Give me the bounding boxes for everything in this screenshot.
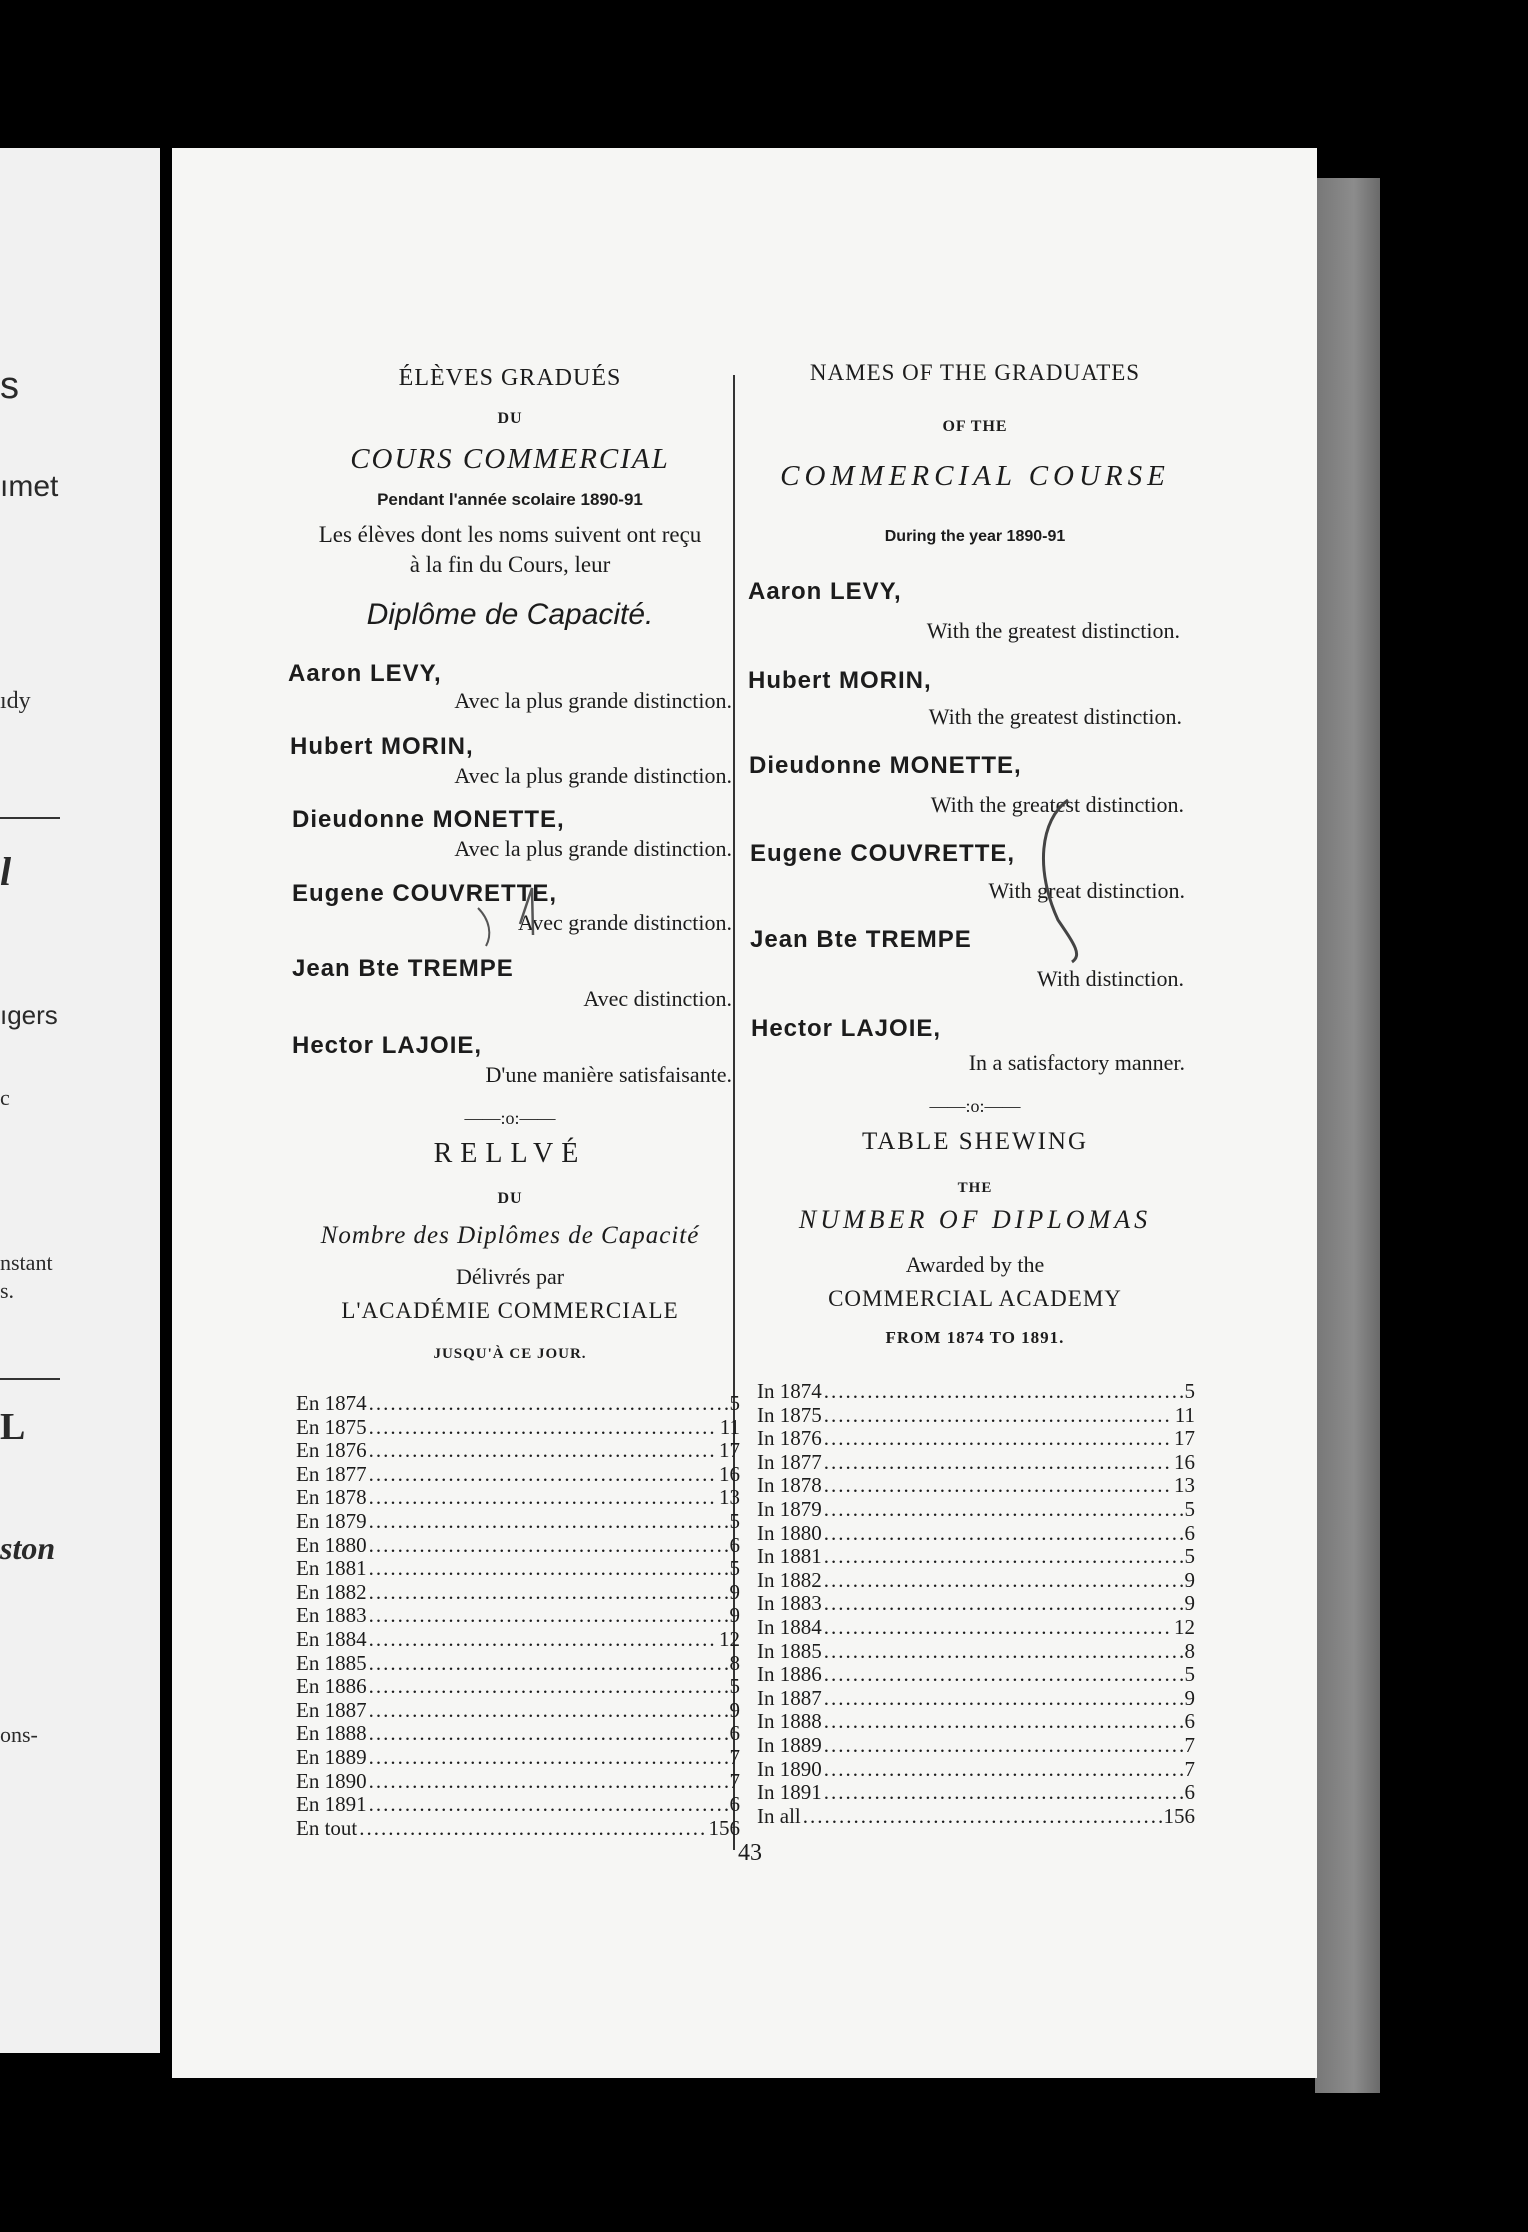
- row-leader-dots: [824, 1545, 1183, 1567]
- right-graduate-name: Hector LAJOIE,: [751, 1015, 942, 1042]
- prev-divider: [0, 1378, 60, 1380]
- table-row: [296, 1817, 740, 1839]
- prev-fragment: ıgers: [0, 1000, 58, 1030]
- row-leader-dots: [369, 1439, 717, 1461]
- left-heading-du: DU: [497, 410, 523, 427]
- table-row: [757, 1451, 1195, 1473]
- prev-fragment: s.: [0, 1278, 15, 1303]
- row-count-value: 9: [1184, 1591, 1195, 1616]
- row-year-label: In 1881: [757, 1544, 822, 1569]
- right-graduate-distinction: In a satisfactory manner.: [968, 1050, 1185, 1075]
- left-delivered-by: Délivrés par: [455, 1264, 565, 1289]
- right-awarded-by: Awarded by the: [905, 1252, 1045, 1277]
- left-graduate-name: Hubert MORIN,: [290, 733, 474, 760]
- left-graduate-name: Jean Bte TREMPE: [292, 955, 514, 982]
- row-year-label: In 1874: [757, 1379, 822, 1403]
- left-graduate-distinction: Avec la plus grande distinction.: [454, 836, 732, 861]
- right-heading: NAMES OF THE GRADUATES: [809, 360, 1141, 385]
- row-count-value: 13: [1174, 1473, 1195, 1498]
- row-year-label: En 1884: [296, 1627, 367, 1651]
- row-leader-dots: [824, 1380, 1183, 1402]
- table-row: [757, 1380, 1195, 1402]
- row-year-label: In 1877: [757, 1449, 822, 1474]
- table-row: [296, 1392, 740, 1414]
- table-row: [757, 1781, 1195, 1803]
- table-row: [757, 1805, 1195, 1827]
- row-leader-dots: [369, 1722, 728, 1744]
- right-academy-name: COMMERCIAL ACADEMY: [828, 1286, 1122, 1311]
- table-row: [296, 1770, 740, 1792]
- row-year-label: En 1879: [296, 1509, 367, 1533]
- left-heading: ÉLÈVES GRADUÉS: [398, 365, 622, 391]
- table-row: [757, 1569, 1195, 1591]
- prev-fragment: ons-: [0, 1722, 38, 1747]
- row-leader-dots: [824, 1781, 1183, 1803]
- table-row: [757, 1758, 1195, 1780]
- row-leader-dots: [369, 1628, 717, 1650]
- row-year-label: En 1885: [296, 1650, 367, 1675]
- right-graduate-name: Eugene COUVRETTE,: [750, 840, 1016, 867]
- row-count-value: 6: [1184, 1709, 1195, 1734]
- row-year-label: In all: [757, 1803, 801, 1828]
- row-count-value: 6: [729, 1792, 740, 1817]
- row-year-label: En 1874: [296, 1391, 367, 1415]
- table-row: [757, 1710, 1195, 1732]
- prev-fragment: ıdy: [0, 688, 31, 714]
- row-count-value: 9: [729, 1579, 740, 1604]
- row-count-value: 7: [729, 1745, 740, 1769]
- row-year-label: En 1877: [296, 1461, 367, 1486]
- prev-fragment: ımet: [0, 470, 59, 503]
- left-table-subtitle: Nombre des Diplômes de Capacité: [320, 1222, 700, 1249]
- prev-fragment: c: [0, 1085, 10, 1110]
- row-year-label: In 1890: [757, 1756, 822, 1781]
- row-count-value: 7: [729, 1768, 740, 1793]
- left-graduate-distinction: D'une manière satisfaisante.: [485, 1062, 732, 1087]
- table-row: [757, 1522, 1195, 1544]
- row-leader-dots: [824, 1404, 1173, 1426]
- row-count-value: 12: [1174, 1615, 1195, 1639]
- table-row: [757, 1474, 1195, 1496]
- row-leader-dots: [824, 1687, 1183, 1709]
- row-count-value: 6: [1184, 1520, 1195, 1545]
- row-leader-dots: [824, 1758, 1183, 1780]
- row-count-value: 5: [1184, 1662, 1195, 1687]
- row-year-label: En 1878: [296, 1485, 367, 1510]
- table-row: [757, 1687, 1195, 1709]
- row-count-value: 7: [1184, 1733, 1195, 1757]
- table-row: [296, 1463, 740, 1485]
- right-heading-of-the: OF THE: [942, 418, 1008, 435]
- left-separator: ——:o:——: [464, 1108, 556, 1128]
- row-year-label: In 1882: [757, 1567, 822, 1592]
- row-year-label: En 1875: [296, 1414, 367, 1439]
- left-until-today: JUSQU'À CE JOUR.: [433, 1346, 587, 1362]
- row-leader-dots: [824, 1592, 1183, 1614]
- prev-fragment: ston: [0, 1530, 56, 1566]
- row-count-value: 7: [1184, 1756, 1195, 1781]
- row-count-value: 5: [1184, 1497, 1195, 1521]
- right-table-subtitle: NUMBER OF DIPLOMAS: [798, 1205, 1152, 1234]
- table-row: [296, 1652, 740, 1674]
- table-row: [296, 1534, 740, 1556]
- row-year-label: In 1886: [757, 1662, 822, 1687]
- row-year-label: In 1887: [757, 1685, 822, 1710]
- row-count-value: 11: [719, 1414, 740, 1439]
- right-graduate-distinction: With the greatest distinction.: [930, 792, 1184, 817]
- right-table-the: THE: [957, 1180, 993, 1196]
- row-leader-dots: [824, 1663, 1183, 1685]
- row-year-label: In 1883: [757, 1591, 822, 1616]
- right-graduate-distinction: With distinction.: [1037, 966, 1184, 991]
- row-leader-dots: [824, 1474, 1172, 1496]
- table-row: [757, 1663, 1195, 1685]
- table-row: [296, 1510, 740, 1532]
- right-graduate-distinction: With great distinction.: [988, 878, 1185, 903]
- row-year-label: In 1884: [757, 1615, 822, 1639]
- row-year-label: In 1876: [757, 1426, 822, 1451]
- row-count-value: 9: [729, 1697, 740, 1722]
- row-leader-dots: [369, 1392, 728, 1414]
- table-row: [296, 1699, 740, 1721]
- row-leader-dots: [369, 1770, 728, 1792]
- prev-fragment: l: [0, 849, 12, 894]
- right-separator: ——:o:——: [929, 1096, 1021, 1116]
- row-leader-dots: [824, 1710, 1183, 1732]
- row-leader-dots: [824, 1522, 1183, 1544]
- row-leader-dots: [369, 1793, 728, 1815]
- row-leader-dots: [369, 1416, 718, 1438]
- left-graduate-name: Aaron LEVY,: [288, 660, 442, 687]
- right-graduate-distinction: With the greatest distinction.: [928, 704, 1182, 729]
- row-count-value: 8: [1184, 1638, 1195, 1663]
- table-row: [296, 1439, 740, 1461]
- row-year-label: En 1876: [296, 1438, 367, 1463]
- table-row: [296, 1675, 740, 1697]
- row-count-value: 156: [1163, 1803, 1195, 1828]
- left-graduate-name: Dieudonne MONETTE,: [292, 806, 565, 833]
- row-count-value: 5: [729, 1509, 740, 1533]
- right-graduate-name: Jean Bte TREMPE: [750, 926, 972, 953]
- row-count-value: 6: [729, 1532, 740, 1557]
- row-year-label: In 1885: [757, 1638, 822, 1663]
- row-leader-dots: [369, 1746, 728, 1768]
- row-leader-dots: [369, 1652, 728, 1674]
- row-count-value: 16: [719, 1461, 740, 1486]
- left-table-du: DU: [497, 1190, 523, 1207]
- row-year-label: In 1880: [757, 1520, 822, 1545]
- table-row: [757, 1592, 1195, 1614]
- table-row: [757, 1404, 1195, 1426]
- prev-fragment: L: [0, 1406, 26, 1448]
- left-graduate-distinction: Avec la plus grande distinction.: [454, 763, 732, 788]
- row-leader-dots: [824, 1498, 1183, 1520]
- row-count-value: 17: [719, 1438, 740, 1463]
- row-leader-dots: [824, 1451, 1172, 1473]
- left-graduate-distinction: Avec distinction.: [583, 986, 732, 1011]
- row-leader-dots: [824, 1734, 1183, 1756]
- row-year-label: En 1886: [296, 1674, 367, 1699]
- row-count-value: 6: [729, 1721, 740, 1746]
- row-leader-dots: [824, 1569, 1183, 1591]
- row-year-label: En 1891: [296, 1792, 367, 1817]
- row-leader-dots: [824, 1427, 1172, 1449]
- row-leader-dots: [369, 1557, 728, 1579]
- row-leader-dots: [824, 1640, 1183, 1662]
- table-row: [757, 1427, 1195, 1449]
- row-leader-dots: [369, 1581, 728, 1603]
- right-graduate-name: Aaron LEVY,: [748, 578, 902, 605]
- row-year-label: En 1887: [296, 1697, 367, 1722]
- left-graduate-distinction: Avec grande distinction.: [517, 910, 732, 935]
- left-diploma-title: Diplôme de Capacité.: [366, 598, 654, 631]
- left-graduate-name: Eugene COUVRETTE,: [292, 880, 558, 907]
- table-row: [296, 1628, 740, 1650]
- previous-page-strip: [0, 148, 160, 2053]
- table-row: [296, 1746, 740, 1768]
- right-graduate-distinction: With the greatest distinction.: [926, 618, 1180, 643]
- table-row: [296, 1604, 740, 1626]
- left-course-title: COURS COMMERCIAL: [350, 443, 670, 475]
- row-count-value: 6: [1184, 1780, 1195, 1805]
- row-count-value: 5: [729, 1391, 740, 1415]
- left-graduate-name: Hector LAJOIE,: [292, 1032, 483, 1059]
- row-leader-dots: [369, 1604, 728, 1626]
- left-academy-name: L'ACADÉMIE COMMERCIALE: [341, 1298, 679, 1323]
- row-count-value: 9: [729, 1603, 740, 1628]
- page-number: 43: [738, 1840, 762, 1866]
- right-year-line: During the year 1890-91: [884, 528, 1066, 545]
- row-leader-dots: [359, 1817, 706, 1839]
- right-year-range: FROM 1874 TO 1891.: [885, 1328, 1065, 1347]
- left-year-line: Pendant l'année scolaire 1890-91: [377, 490, 643, 509]
- row-year-label: In 1891: [757, 1780, 822, 1805]
- table-row: [757, 1640, 1195, 1662]
- row-count-value: 156: [708, 1815, 740, 1840]
- right-course-title: COMMERCIAL COURSE: [780, 460, 1170, 492]
- table-row: [296, 1793, 740, 1815]
- table-row: [296, 1581, 740, 1603]
- table-row: [757, 1498, 1195, 1520]
- row-year-label: En 1882: [296, 1579, 367, 1604]
- row-leader-dots: [369, 1534, 728, 1556]
- left-intro-line-1: Les élèves dont les noms suivent ont reçu: [318, 522, 702, 547]
- table-row: [757, 1734, 1195, 1756]
- row-year-label: En 1888: [296, 1721, 367, 1746]
- row-count-value: 5: [729, 1674, 740, 1699]
- row-leader-dots: [803, 1805, 1162, 1827]
- row-count-value: 5: [1184, 1379, 1195, 1403]
- row-count-value: 8: [729, 1650, 740, 1675]
- row-year-label: In 1875: [757, 1402, 822, 1427]
- row-count-value: 9: [1184, 1567, 1195, 1592]
- row-leader-dots: [369, 1675, 728, 1697]
- row-year-label: En 1880: [296, 1532, 367, 1557]
- row-leader-dots: [369, 1486, 717, 1508]
- row-leader-dots: [369, 1463, 717, 1485]
- row-year-label: En 1890: [296, 1768, 367, 1793]
- left-graduate-distinction: Avec la plus grande distinction.: [454, 688, 732, 713]
- table-row: [296, 1722, 740, 1744]
- table-row: [296, 1416, 740, 1438]
- row-year-label: In 1888: [757, 1709, 822, 1734]
- row-leader-dots: [369, 1699, 728, 1721]
- row-count-value: 17: [1174, 1426, 1195, 1451]
- table-row: [296, 1557, 740, 1579]
- row-leader-dots: [369, 1510, 728, 1532]
- table-row: [296, 1486, 740, 1508]
- row-count-value: 16: [1174, 1449, 1195, 1474]
- row-count-value: 11: [1174, 1402, 1195, 1427]
- row-year-label: In 1889: [757, 1733, 822, 1757]
- left-table-title: RELLVÉ: [433, 1138, 587, 1169]
- right-table-title: TABLE SHEWING: [861, 1128, 1089, 1155]
- left-intro-line-2: à la fin du Cours, leur: [409, 552, 611, 577]
- row-year-label: In 1878: [757, 1473, 822, 1498]
- prev-fragment: nstant: [0, 1250, 53, 1275]
- right-graduate-name: Dieudonne MONETTE,: [749, 752, 1022, 779]
- row-year-label: En tout: [296, 1815, 358, 1840]
- row-count-value: 5: [729, 1556, 740, 1581]
- row-year-label: En 1881: [296, 1556, 367, 1581]
- prev-fragment: s: [0, 365, 19, 407]
- row-count-value: 13: [719, 1485, 740, 1510]
- prev-divider: [0, 817, 60, 819]
- row-leader-dots: [824, 1616, 1172, 1638]
- row-year-label: In 1879: [757, 1497, 822, 1521]
- row-year-label: En 1883: [296, 1603, 367, 1628]
- row-year-label: En 1889: [296, 1745, 367, 1769]
- book-edge: [1315, 178, 1380, 2093]
- right-graduate-name: Hubert MORIN,: [748, 667, 932, 694]
- table-row: [757, 1616, 1195, 1638]
- row-count-value: 5: [1184, 1544, 1195, 1569]
- row-count-value: 12: [719, 1627, 740, 1651]
- table-row: [757, 1545, 1195, 1567]
- row-count-value: 9: [1184, 1685, 1195, 1710]
